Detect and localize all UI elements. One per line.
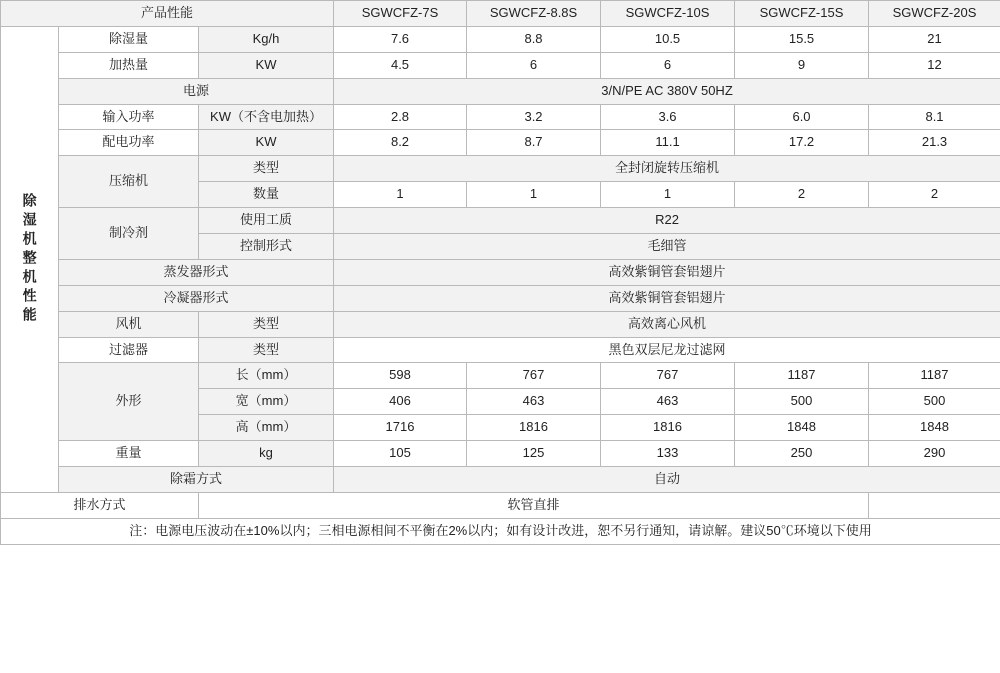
table-row	[1, 311, 1000, 337]
row-label-distribution-power: 配电功率	[59, 130, 199, 156]
table-row	[1, 259, 1000, 285]
header-product-performance: 产品性能	[1, 1, 334, 27]
cell-dehumidification-5: 21	[869, 26, 1000, 52]
table-row	[1, 26, 1000, 52]
cell-distribution-power-2: 8.7	[467, 130, 601, 156]
cell-distribution-power-4: 17.2	[735, 130, 869, 156]
row-unit-weight: kg	[199, 441, 334, 467]
row-sublabel-width: 宽（mm）	[199, 389, 334, 415]
cell-input-power-3: 3.6	[601, 104, 735, 130]
cell-fan-value: 高效离心风机	[334, 311, 1000, 337]
row-label-defrost: 除霜方式	[59, 467, 334, 493]
cell-compressor-qty-4: 2	[735, 182, 869, 208]
row-label-compressor: 压缩机	[59, 156, 199, 208]
table-row	[1, 104, 1000, 130]
cell-length-1: 598	[334, 363, 467, 389]
row-label-filter: 过滤器	[59, 337, 199, 363]
cell-input-power-5: 8.1	[869, 104, 1000, 130]
header-model-2: SGWCFZ-8.8S	[467, 1, 601, 27]
cell-compressor-qty-1: 1	[334, 182, 467, 208]
table-row	[1, 467, 1000, 493]
cell-dehumidification-4: 15.5	[735, 26, 869, 52]
table-row	[1, 441, 1000, 467]
cell-length-5: 1187	[869, 363, 1000, 389]
table-row	[1, 52, 1000, 78]
cell-evaporator-value: 高效紫铜管套铝翅片	[334, 259, 1000, 285]
row-sublabel-compressor-type: 类型	[199, 156, 334, 182]
header-model-1: SGWCFZ-7S	[334, 1, 467, 27]
cell-distribution-power-3: 11.1	[601, 130, 735, 156]
table-row	[1, 492, 1000, 518]
cell-weight-2: 125	[467, 441, 601, 467]
cell-compressor-qty-5: 2	[869, 182, 1000, 208]
row-label-refrigerant: 制冷剂	[59, 208, 199, 260]
table-header-row	[1, 1, 1000, 27]
row-label-evaporator: 蒸发器形式	[59, 259, 334, 285]
cell-input-power-2: 3.2	[467, 104, 601, 130]
side-label-text: 除湿机整机性能	[21, 192, 38, 326]
cell-filter-value: 黑色双层尼龙过滤网	[334, 337, 1000, 363]
row-label-condenser: 冷凝器形式	[59, 285, 334, 311]
row-sublabel-filter-type: 类型	[199, 337, 334, 363]
footnote: 注：电源电压波动在±10%以内；三相电源相间不平衡在2%以内；如有设计改进，恕不另行通知，请谅解。建议50℃环境以下使用	[1, 518, 1000, 544]
table-row	[1, 208, 1000, 234]
cell-dehumidification-1: 7.6	[334, 26, 467, 52]
row-sublabel-height: 高（mm）	[199, 415, 334, 441]
row-sublabel-fan-type: 类型	[199, 311, 334, 337]
table-row	[1, 285, 1000, 311]
cell-height-1: 1716	[334, 415, 467, 441]
cell-width-5: 500	[869, 389, 1000, 415]
cell-weight-5: 290	[869, 441, 1000, 467]
cell-weight-4: 250	[735, 441, 869, 467]
cell-refrigerant-medium-value: R22	[334, 208, 1000, 234]
cell-condenser-value: 高效紫铜管套铝翅片	[334, 285, 1000, 311]
cell-heating-1: 4.5	[334, 52, 467, 78]
row-sublabel-length: 长（mm）	[199, 363, 334, 389]
cell-heating-3: 6	[601, 52, 735, 78]
cell-heating-4: 9	[735, 52, 869, 78]
cell-power-supply-value: 3/N/PE AC 380V 50HZ	[334, 78, 1000, 104]
row-sublabel-compressor-qty: 数量	[199, 182, 334, 208]
cell-drainage-value: 软管直排	[199, 492, 869, 518]
header-model-4: SGWCFZ-15S	[735, 1, 869, 27]
cell-compressor-qty-2: 1	[467, 182, 601, 208]
row-label-power-supply: 电源	[59, 78, 334, 104]
cell-length-4: 1187	[735, 363, 869, 389]
row-label-heating: 加热量	[59, 52, 199, 78]
cell-height-5: 1848	[869, 415, 1000, 441]
table-note-row	[1, 518, 1000, 544]
row-sublabel-refrigerant-control: 控制形式	[199, 234, 334, 260]
cell-width-3: 463	[601, 389, 735, 415]
row-unit-distribution-power: KW	[199, 130, 334, 156]
cell-dehumidification-3: 10.5	[601, 26, 735, 52]
cell-width-4: 500	[735, 389, 869, 415]
cell-height-4: 1848	[735, 415, 869, 441]
table-row	[1, 156, 1000, 182]
row-sublabel-refrigerant-medium: 使用工质	[199, 208, 334, 234]
cell-heating-5: 12	[869, 52, 1000, 78]
cell-length-3: 767	[601, 363, 735, 389]
header-model-3: SGWCFZ-10S	[601, 1, 735, 27]
row-label-dehumidification: 除湿量	[59, 26, 199, 52]
row-label-weight: 重量	[59, 441, 199, 467]
cell-weight-1: 105	[334, 441, 467, 467]
row-label-dimensions: 外形	[59, 363, 199, 441]
table-row	[1, 78, 1000, 104]
cell-refrigerant-control-value: 毛细管	[334, 234, 1000, 260]
cell-width-1: 406	[334, 389, 467, 415]
cell-dehumidification-2: 8.8	[467, 26, 601, 52]
header-model-5: SGWCFZ-20S	[869, 1, 1000, 27]
table-row	[1, 337, 1000, 363]
cell-length-2: 767	[467, 363, 601, 389]
table-row	[1, 363, 1000, 389]
cell-weight-3: 133	[601, 441, 735, 467]
row-label-drainage: 排水方式	[1, 492, 199, 518]
cell-height-3: 1816	[601, 415, 735, 441]
cell-width-2: 463	[467, 389, 601, 415]
cell-defrost-value: 自动	[334, 467, 1000, 493]
cell-compressor-qty-3: 1	[601, 182, 735, 208]
cell-compressor-type-value: 全封闭旋转压缩机	[334, 156, 1000, 182]
table-row	[1, 130, 1000, 156]
side-label-overall-performance	[1, 26, 59, 492]
row-unit-input-power: KW（不含电加热）	[199, 104, 334, 130]
cell-height-2: 1816	[467, 415, 601, 441]
cell-input-power-1: 2.8	[334, 104, 467, 130]
cell-input-power-4: 6.0	[735, 104, 869, 130]
cell-distribution-power-5: 21.3	[869, 130, 1000, 156]
row-unit-dehumidification: Kg/h	[199, 26, 334, 52]
row-label-input-power: 输入功率	[59, 104, 199, 130]
row-label-fan: 风机	[59, 311, 199, 337]
cell-heating-2: 6	[467, 52, 601, 78]
cell-distribution-power-1: 8.2	[334, 130, 467, 156]
row-unit-heating: KW	[199, 52, 334, 78]
